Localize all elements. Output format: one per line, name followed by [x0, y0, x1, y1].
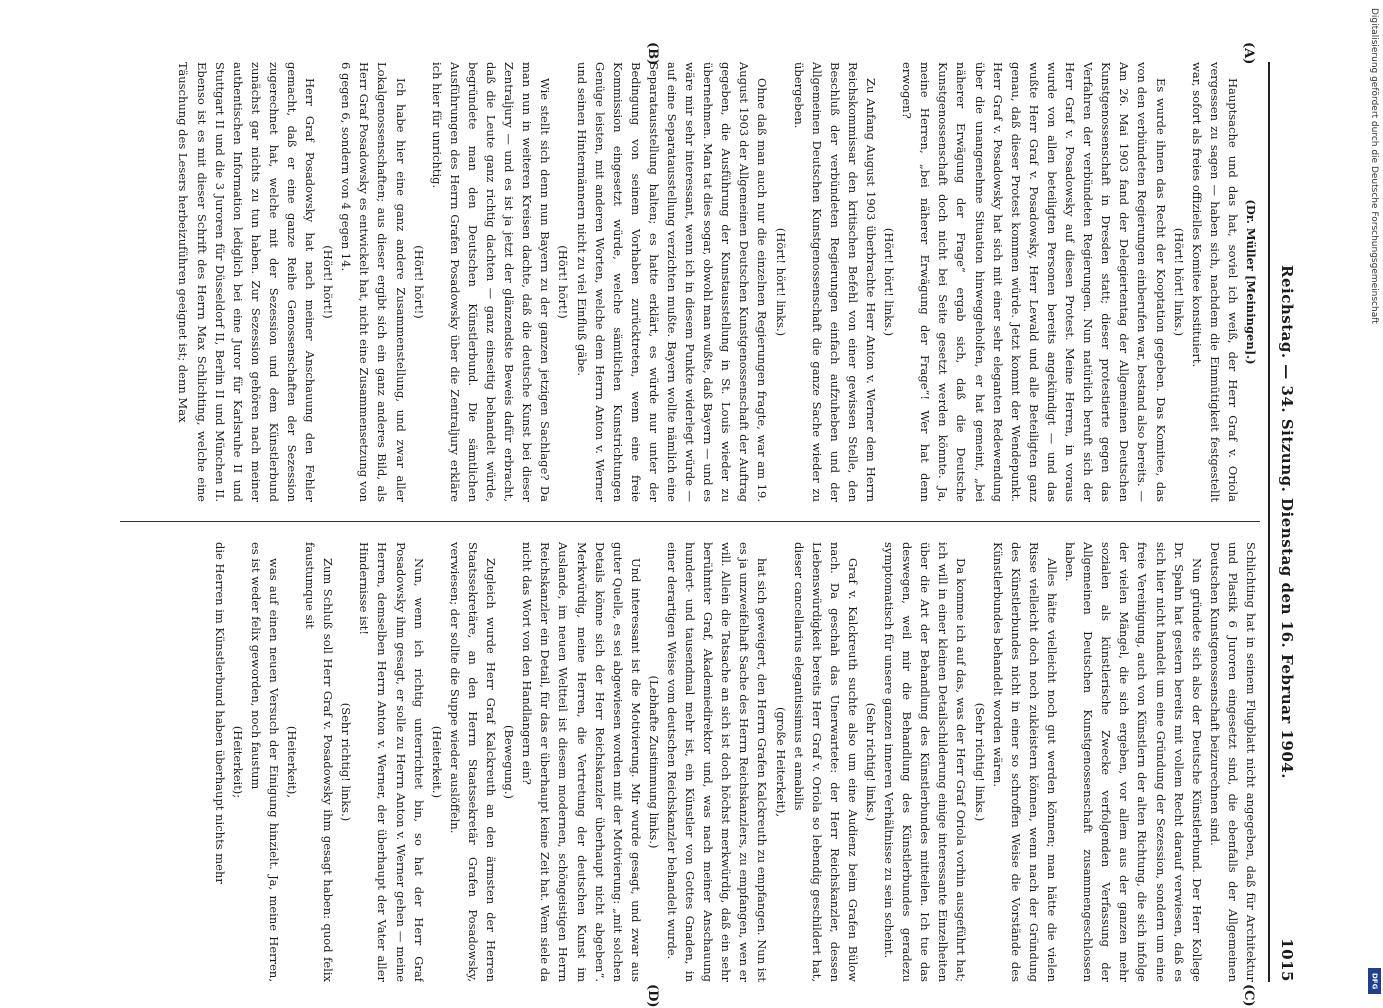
margin-marker-c: (C) — [1241, 984, 1256, 1007]
paragraph: hat sich geweigert, den Herrn Grafen Kalckreuth zu empfangen. Nun ist es ja unzweifelhaft Sache des Herrn Reichskanzlers, zu empfangen, wen er will. Allein die Tatsache an sich ist doch höchst merkwürdig, daß ein sehr berühmter Graf, Akademiedirektor und, was nach meiner Anschauung hundert- und tausendmal mehr ist, ein Künstler von Gottes Gnaden, in einer derartigen Weise vom deutschen Reichskanzler behandelt wurde. — [665, 542, 770, 982]
interjection: (Sehr richtig! links.) — [339, 702, 354, 822]
margin-marker-d: (D) — [645, 984, 660, 1008]
paragraph: Hauptsache und das hat, soviel ich weiß, der Herr Graf v. Oriola vergessen zu sagen — haben sich, nachdem die Einmütigkeit festgestellt war, sofort als freies offizielles Komitee konstituiert. — [1189, 62, 1240, 502]
paragraph: Nun, wenn ich richtig unterrichtet bin, so hat der Herr Graf Posadowsky ihm gesagt, er solle zu Herrn Anton v. Werner gehen — meine Herren, demselben Herrn Anton v. Werner, der überhaupt der Vater aller Hindernisse ist! — [357, 542, 426, 982]
paragraph: Zugleich wurde Herr Graf Kalckreuth an den ärmsten der Herren Staatssekretäre, an den Herrn Staatssekretär Grafen Posadowsky, verwiesen; der sollte die Suppe wieder auslöffeln. — [447, 542, 499, 982]
interjection: (Hört! hört! links.) — [773, 227, 788, 337]
interjection: (Sehr richtig! links.) — [972, 702, 987, 822]
paragraph: Und interessant ist die Motivierung. Mir wurde gesagt, und zwar aus guter Quelle, es sei abgewiesen worden mit der Motivierung: „mit solchen Details könne sich der Herr Reichskanzler überhaupt nicht abgeben“. Merkwürdig, meine Herren, die Vertretung der deutschen Kunst im Auslande, im neuen Weltteil ist diesem modernen, schöngeistigen Herrn Reichskanzler ein Detail, für das er überhaupt keine Zeit hat. Wem siele da nicht das Wort von den Handlangern ein? — [520, 542, 643, 982]
paragraph: was auf einen neuen Versuch der Einigung hinzielt. Ja, meine Herren, es ist weder felix geworden, noch faustum — [248, 542, 281, 982]
paragraph: Nun gründete sich also der Deutsche Künstlerbund. Der Herr Kollege Dr. Spahn hat gestern bereits mit vollem Recht darauf verwiesen, daß es sich hier nicht handelt um eine Gründung der Sezession, sondern um eine freie Vereinigung, auch von Künstlern der alten Richtung, die sich infolge der vielen Mängel, die sich ergeben, vor allem aus der ganzen mehr sozialen als künstlerische Zwecke verfolgenden Verfassung der Allgemeinen Deutschen Kunstgenossenschaft zusammengeschlossen haben. — [1063, 542, 1204, 982]
interjection: (Sehr richtig! links.) — [864, 702, 879, 822]
paragraph: Graf v. Kalckreuth suchte also um eine Audienz beim Grafen Bülow nach. Da geschah das Unerwartete: der Herr Reichskanzler, dessen Liebenswürdigkeit bereits Herr Graf v. Oriola so lebendig geschildert hat, dieser cancellarius elegantissimus et amabilis — [791, 542, 860, 982]
paragraph: Schlichting hat in seinem Flugblatt nicht angegeben, daß für Architektur und Plastik 6 Juroren eingesetzt sind, die ebenfalls der Allgemeinen Deutschen Kunstgenossenschaft beizurechnen sind. — [1207, 542, 1258, 982]
right-column — [110, 542, 1260, 982]
paragraph: Es wurde ihnen das Recht der Kooptation gegeben. Das Komitee, das von den verbündeten Regierungen einberufen war, bestand also bereits. — Am 26. Mai 1903 fand der Delegiertentag der Allgemeinen Deutschen Kunstgenossenschaft in Dresden statt; dieser protestierte gegen das Verfahren der verbündeten Regierungen. Nun natürlich beruft sich der Herr Graf v. Posadowsky auf diesen Protest. Meine Herren, in voraus wurde von allen beteiligten Personen bereits angekündigt — und das wußte Herr Graf v. Posadowsky, Herr Lewald und alle Beteiligten ganz genau, daß dieser Protest kommen würde. Jetzt kommt der Wendepunkt. Herr Graf v. Posadowsky hat sich mit einer sehr eleganten Redewendung über die unangenehme Situation hinweggeholfen, er hat gemeint, „bei näherer Erwägung der Frage“ ergab sich, daß die Deutsche Kunstgenossenschaft doch nicht bei Seite gesetzt werden könnte. Ja, meine Herren, „bei näherer Erwägung der Frage“! Wer hat denn erwogen? — [900, 62, 1168, 502]
column-divider — [120, 521, 1260, 522]
paragraph: Wie stellt sich denn nun Bayern zu der ganzen jetzigen Sachlage? Da man nun in weiteren Kreisen dachte, daß die deutsche Kunst bei dieser Zentraljury — und es ist ja jetzt der glänzendste Beweis dafür erbracht, daß die Leute ganz richtig dachten — ganz einseitig behandelt würde, begründete man den Deutschen Künstlerbund. Die sämtlichen Ausführungen des Herrn Grafen Posadowsky über die Zentraljury erkläre ich hier für unrichtig. — [429, 62, 553, 502]
paragraph: Ich habe hier eine ganz andere Zusammenstellung, und zwar aller Lokalgenossenschaften; aus dieser ergibt sich ein ganz anderes Bild, als Herr Graf Posadowsky es entwickelt hat, nicht eine Zusammensetzung von 6 gegen 6, sondern von 4 gegen 14. — [339, 62, 408, 502]
interjection: (Hört! hört!) — [321, 245, 336, 319]
page-number: 1015 — [1278, 938, 1296, 982]
page-header — [1270, 62, 1300, 982]
interjection: (Hört! hört! links.) — [882, 227, 897, 337]
funding-credit-text: Digitalisierung gefördert durch die Deutsche Forschungsgemeinschaft — [1369, 8, 1379, 324]
interjection: (Hört! hört! links.) — [1171, 227, 1186, 337]
running-title: Reichstag. — 34. Sitzung. Dienstag den 16. Februar 1904. — [1278, 265, 1296, 779]
paragraph: Herr Graf Posadowsky hat nach meiner Anschauung den Fehler gemacht, daß er eine ganze Reihe Genossenschaften der Sezession zugerechnet hat, welche mit der Sezession und dem Künstlerbund zunächst gar nichts zu tun haben. Zur Sezession gehören nach meiner authentischen Information lediglich bei eine Juror für Karlsruhe II und Stuttgart II und die 3 Juroren für Düsseldorf II, Berlin II und München II. Ebenso ist es mit dieser Schrift des Herrn Max Schlichting, welche eine Täuschung des Lesers herbeizuführen geeignet ist; denn Max — [176, 62, 318, 502]
left-column — [110, 62, 1260, 502]
paragraph: die Herren im Künstlerbund haben überhaupt nichts mehr — [212, 542, 227, 884]
paragraph: Ohne daß man auch nur die einzelnen Regierungen fragte, war am 19. August 1903 der Allgemeinen Deutschen Kunstgenossenschaft der Auftrag gegeben, die Ausführung der Kunstausstellung in St. Louis wieder zu übernehmen. Man tat dies sogar, obwohl man wußte, daß Bayern — und es wäre mir sehr interessant, wenn ich in diesem Punkte widerlegt würde — auf eine Separatausstellung verzichten mußte. Bayern wollte nämlich eine Separatausstellung halten; es hatte erklärt, es würde nur unter der Bedingung von seinem Vorhaben zurücktreten, wenn eine freie Kommission eingesetzt würde, welche sämtlichen Kunstrichtungen Genüge leisten, mit anderen Worten, welche dem Herrn Anton v. Werner und seinen Hintermännern nicht zu viel Einfluß gäbe. — [574, 62, 770, 502]
interjection: (Hört! hört!) — [556, 245, 571, 319]
interjection: (Lebhafte Zustimmung links.) — [646, 675, 661, 849]
interjection: (Heiterkeit), — [285, 725, 300, 799]
header-rule — [1268, 62, 1270, 982]
document-page — [10, 42, 1300, 1008]
interjection: (große Heiterkeit), — [773, 706, 788, 818]
margin-marker-a: (A) — [1241, 42, 1256, 65]
paragraph: Zu Anfang August 1903 überbrachte Herr Anton v. Werner dem Herrn Reichskommissar den kritischen Befehl von einer gewissen Stelle, den Beschluß der verbündeten Regierungen einfach aufzuheben und der Allgemeinen Deutschen Kunstgenossenschaft die ganze Sache wieder zu übergeben. — [791, 62, 879, 502]
interjection: (Heiterkeit); — [230, 725, 245, 799]
interjection: (Hört! hört!) — [411, 245, 426, 319]
dfg-logo-icon: DFG — [1368, 968, 1381, 994]
paragraph: Zum Schluß soll Herr Graf v. Posadowsky ihm gesagt haben: quod felix faustumque sit — [303, 542, 336, 982]
interjection: (Heiterkeit.) — [429, 725, 444, 799]
interjection: (Bewegung.) — [502, 724, 517, 800]
speaker-line: (Dr. Müller [Meiningen].) — [1244, 199, 1258, 365]
funding-credit-strip — [1366, 0, 1383, 1000]
paragraph: Alles hätte vielleicht noch gut werden können; man hätte die vielen Risse vielleicht doch noch zukleistern können, wenn nach der Gründung des Künstlerbundes nicht in einer so schroffen Weise die Vorstände des Künstlerbundes behandelt worden wären. — [990, 542, 1059, 982]
paragraph: Da komme ich auf das, was der Herr Graf Oriola vorhin ausgeführt hat; ich will in einer kleinen Detailschilderung einige interessante Einzelheiten über die Art der Behandlung des Künstlerbundes mitteilen. Ich tue das deswegen, weil mir die Behandlung des Künstlerbundes geradezu symptomatisch für unsere ganzen inneren Verhältnisse zu sein scheint. — [882, 542, 969, 982]
margin-marker-b: (B) — [645, 42, 660, 66]
